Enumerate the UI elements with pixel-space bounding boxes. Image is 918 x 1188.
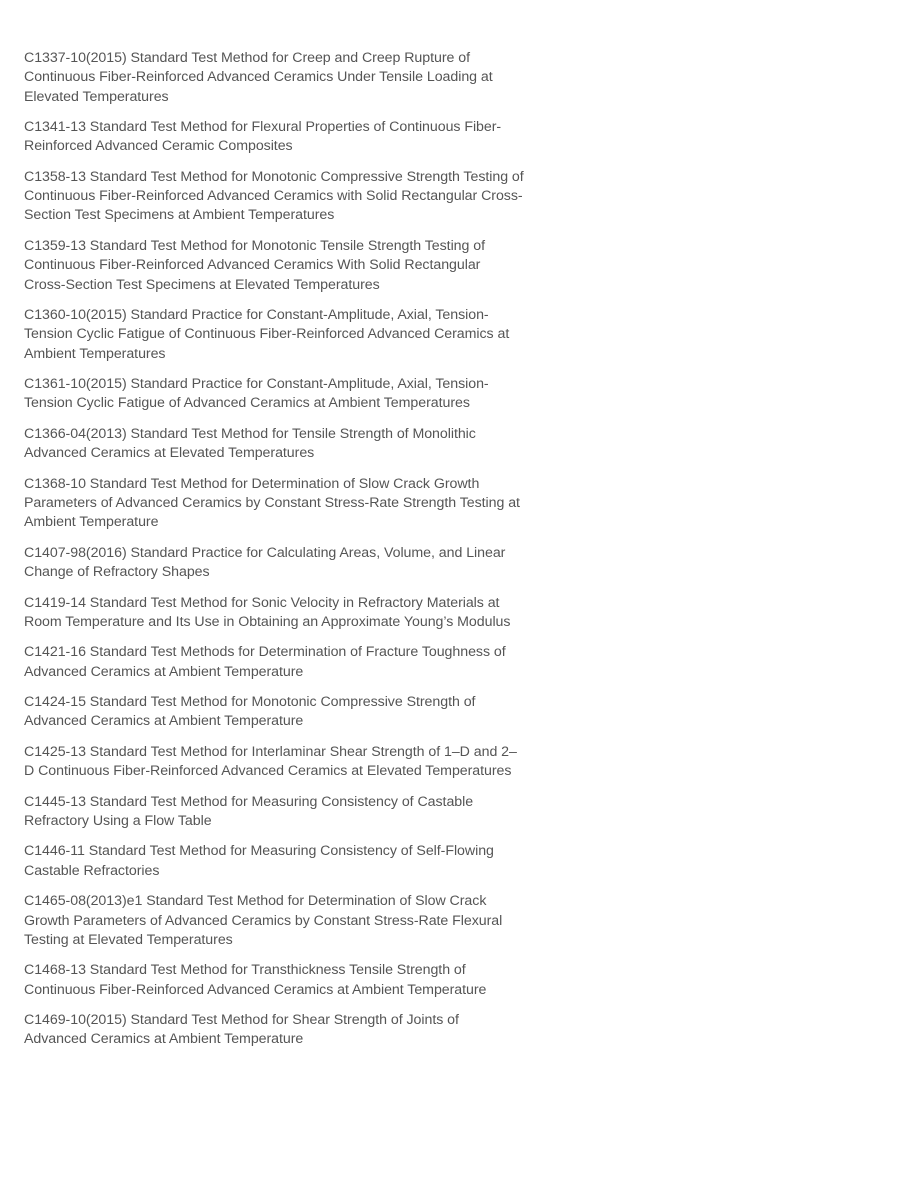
standard-entry: C1358-13 Standard Test Method for Monotonic Compressive Strength Testing of Continuous Fiber-Reinforced Advanced Ceramics with Solid Rectangular Cross-Section Test Specimens at Ambient Temperatures bbox=[24, 168, 524, 224]
standard-entry: C1359-13 Standard Test Method for Monotonic Tensile Strength Testing of Continuous Fiber-Reinforced Advanced Ceramics With Solid Rectangular Cross-Section Test Specimens at Elevated Temperatures bbox=[24, 237, 485, 293]
standard-entry: C1468-13 Standard Test Method for Transthickness Tensile Strength of Continuous Fiber-Reinforced Advanced Ceramics at Ambient Temperature bbox=[24, 962, 487, 998]
standard-entry: C1469-10(2015) Standard Test Method for Shear Strength of Joints of Advanced Ceramics at Ambient Temperature bbox=[24, 1012, 459, 1048]
standard-entry: C1465-08(2013)e1 Standard Test Method for Determination of Slow Crack Growth Parameters of Advanced Ceramics by Constant Stress-Rate Flexural Testing at Elevated Temperatures bbox=[24, 893, 503, 948]
standard-entry: C1407-98(2016) Standard Practice for Calculating Areas, Volume, and Linear Change of Refractory Shapes bbox=[24, 544, 506, 581]
standard-entry: C1446-11 Standard Test Method for Measuring Consistency of Self-Flowing Castable Refractories bbox=[24, 843, 494, 879]
standard-entry: C1425-13 Standard Test Method for Interlaminar Shear Strength of 1–D and 2–D Continuous Fiber-Reinforced Advanced Ceramics at Elevated Temperatures bbox=[24, 743, 517, 780]
standard-entry: C1360-10(2015) Standard Practice for Constant-Amplitude, Axial, Tension-Tension Cyclic Fatigue of Continuous Fiber-Reinforced Advanced Ceramics at Ambient Temperatures bbox=[24, 307, 510, 362]
standard-entry: C1366-04(2013) Standard Test Method for Tensile Strength of Monolithic Advanced Ceramics at Elevated Temperatures bbox=[24, 425, 476, 462]
standard-entry: C1445-13 Standard Test Method for Measuring Consistency of Castable Refractory Using a Flow Table bbox=[24, 793, 474, 829]
standard-entry: C1419-14 Standard Test Method for Sonic Velocity in Refractory Materials at Room Temperature and Its Use in Obtaining an Approximate Young’s Modulus bbox=[24, 594, 511, 630]
standard-entry: C1361-10(2015) Standard Practice for Constant-Amplitude, Axial, Tension-Tension Cyclic Fatigue of Advanced Ceramics at Ambient Temperatures bbox=[24, 376, 489, 412]
standard-entry: C1424-15 Standard Test Method for Monotonic Compressive Strength of Advanced Ceramics at Ambient Temperature bbox=[24, 694, 476, 730]
standard-entry: C1421-16 Standard Test Methods for Determination of Fracture Toughness of Advanced Ceramics at Ambient Temperature bbox=[24, 644, 506, 680]
standard-entry: C1337-10(2015) Standard Test Method for Creep and Creep Rupture of Continuous Fiber-Reinforced Advanced Ceramics Under Tensile Loading at Elevated Temperatures bbox=[24, 50, 493, 105]
standard-entry: C1341-13 Standard Test Method for Flexural Properties of Continuous Fiber-Reinforced Advanced Ceramic Composites bbox=[24, 119, 502, 155]
standards-list bbox=[24, 49, 524, 1061]
standard-entry: C1368-10 Standard Test Method for Determination of Slow Crack Growth Parameters of Advanced Ceramics by Constant Stress-Rate Strength Testing at Ambient Temperature bbox=[24, 475, 520, 531]
